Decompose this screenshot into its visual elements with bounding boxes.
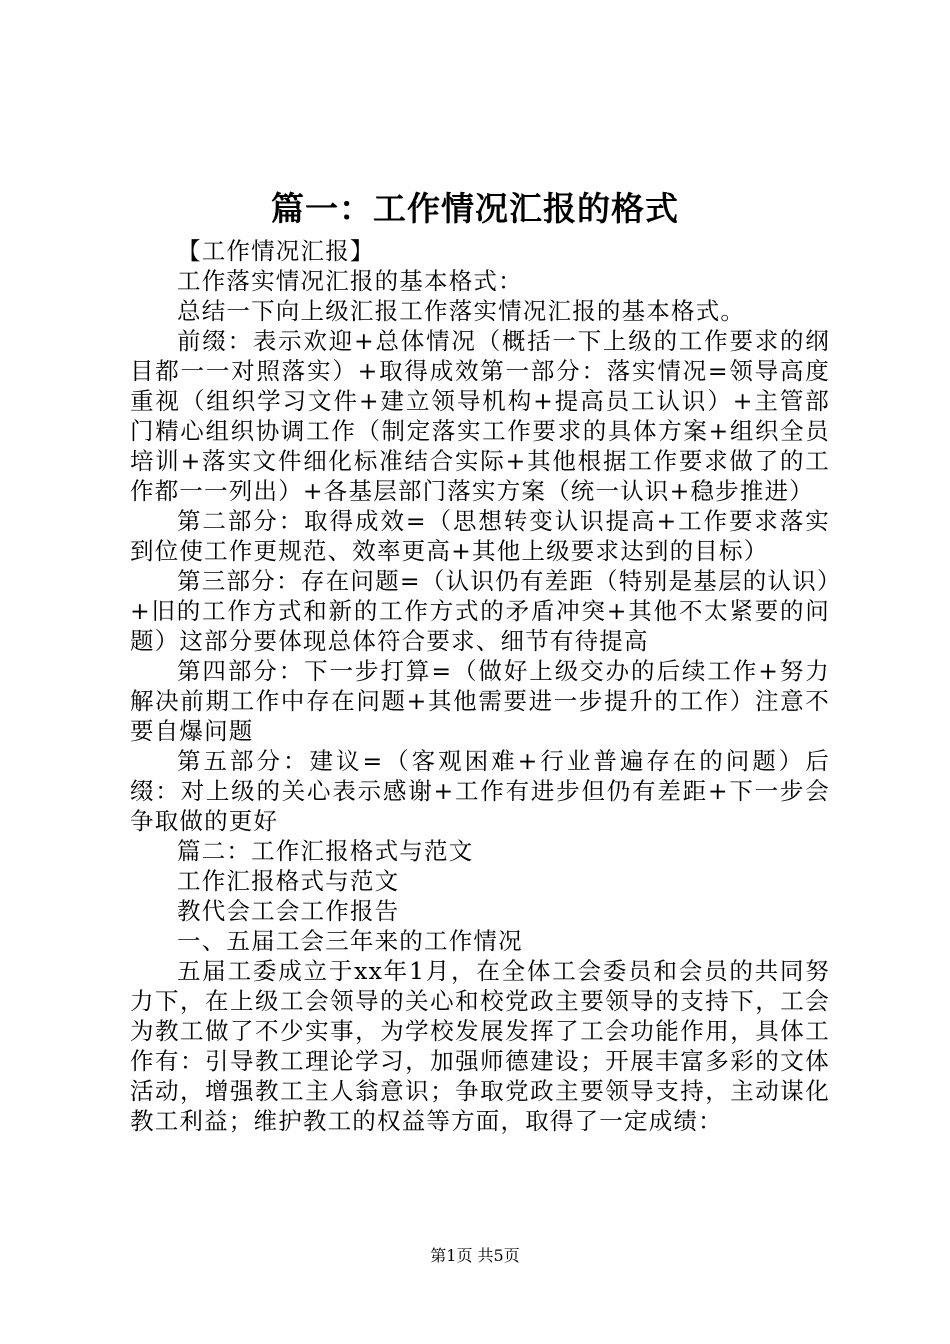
- paragraph-part-four: 第四部分：下一步打算=（做好上级交办的后续工作+努力解决前期工作中存在问题+其他需要进一步提升的工作）注意不要自爆问题: [130, 657, 830, 745]
- paragraph-part-five: 第五部分：建议=（客观困难+行业普遍存在的问题）后缀：对上级的关心表示感谢+工作有进步但仍有差距+下一步会争取做的更好: [130, 747, 830, 835]
- paragraph-basic-format: 工作落实情况汇报的基本格式：: [177, 267, 523, 295]
- paragraph-part-three: 第三部分：存在问题=（认识仍有差距（特别是基层的认识）+旧的工作方式和新的工作方式的矛盾冲突+其他不太紧要的问题）这部分要体现总体符合要求、细节有待提高: [130, 567, 830, 655]
- paragraph-format-and-sample: 工作汇报格式与范文: [177, 867, 400, 895]
- page-number: 第1页 共5页: [430, 1246, 520, 1265]
- paragraph-part-two: 第二部分：取得成效=（思想转变认识提高+工作要求落实到位使工作更规范、效率更高+其他上级要求达到的目标）: [130, 507, 830, 565]
- paragraph-summary: 总结一下向上级汇报工作落实情况汇报的基本格式。: [177, 297, 746, 325]
- document-title: 篇一：工作情况汇报的格式: [271, 189, 679, 228]
- paragraph-report-title: 教代会工会工作报告: [177, 897, 400, 925]
- paragraph-heading-bracket: 【工作情况汇报】: [177, 237, 375, 265]
- document-body: [130, 236, 830, 1136]
- paragraph-work-details: 五届工委成立于xx年1月，在全体工会委员和会员的共同努力下，在上级工会领导的关心和校党政主要领导的支持下，工会为教工做了不少实事，为学校发展发挥了工会功能作用，具体工作有：引导教工理论学习，加强师德建设；开展丰富多彩的文体活动，增强教工主人翁意识；争取党政主要领导支持，主动谋化教工利益；维护教工的权益等方面，取得了一定成绩：: [130, 957, 830, 1135]
- paragraph-section-one-heading: 一、五届工会三年来的工作情况: [177, 927, 523, 955]
- paragraph-section-two-title: 篇二：工作汇报格式与范文: [177, 837, 474, 865]
- paragraph-prefix-part-one: 前缀：表示欢迎+总体情况（概括一下上级的工作要求的纲目都一一对照落实）+取得成效第一部分：落实情况=领导高度重视（组织学习文件+建立领导机构+提高员工认识）+主管部门精心组织协调工作（制定落实工作要求的具体方案+组织全员培训+落实文件细化标准结合实际+其他根据工作要求做了的工作都一一列出）+各基层部门落实方案（统一认识+稳步推进）: [130, 327, 830, 505]
